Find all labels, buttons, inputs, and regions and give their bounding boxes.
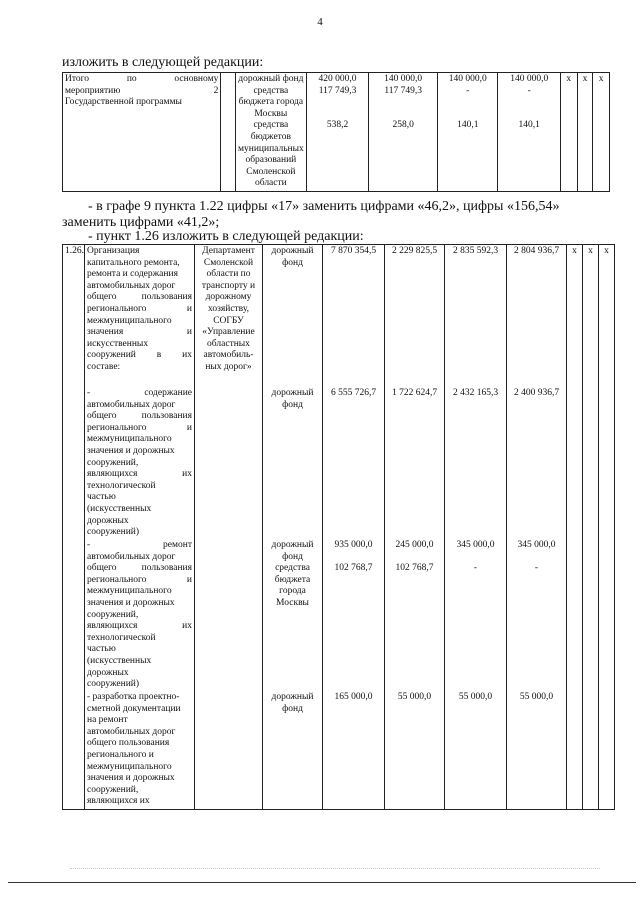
x-mark: x [593,73,610,192]
executor-cell: Департамент Смоленской области по транспорту и дорожному хозяйству, СОГБУ «Управление областных автомобиль- ных дорог» [195,245,263,810]
x-mark: x [583,245,599,810]
total-col-d: 140 000,0 - 140,1 [498,73,561,192]
item-1-26-table [62,244,615,810]
row-design: - разработка проектно- сметной документации на ремонт автомобильных дорог общего пользования регионального и межмуниципального значения и дорожных сооружений, являющихся их [87,692,181,807]
total-col-a: 420 000,0 117 749,3 538,2 [306,73,369,192]
row-repair: - ремонт автомобильных дорог общего пользования регионального и межмуниципального значения и дорожных сооружений, являющихся их технологической частью (искусственных дорожных сооружений) [87,540,192,690]
instruction-1-cont: заменить цифрами «41,2»; [62,215,220,230]
total-col-b: 140 000,0 117 749,3 258,0 [369,73,438,192]
x-mark: x [567,245,583,810]
value-col-2: 2 229 825,5 1 722 624,7 245 000,0 102 768,7 55 000,0 [385,245,445,810]
measures-cell [85,245,195,810]
intro-text: изложить в следующей редакции: [62,55,264,70]
row-organization: Организация капитального ремонта, ремонта и содержания автомобильных дорог общего пользования регионального и межмуниципального значения и искусственных сооружений в их составе: [87,246,192,372]
total-source-cell: дорожный фонд средства бюджета города Москвы средства бюджетов муниципальных образований Смоленской области [235,73,306,192]
value-col-3: 2 835 592,3 2 432 165,3 345 000,0 - 55 000,0 [445,245,507,810]
bottom-rule [8,882,636,883]
x-mark: x [560,73,577,192]
value-col-4: 2 804 936,7 2 400 936,7 345 000,0 - 55 000,0 [507,245,567,810]
page-number: 4 [317,16,323,28]
scan-artifact-line [70,868,600,869]
total-table [62,72,610,192]
total-col-c: 140 000,0 - 140,1 [438,73,498,192]
instruction-1: - в графе 9 пункта 1.22 цифры «17» заменить цифрами «46,2», цифры «156,54» [88,199,560,214]
total-name-cell: Итого по основному мероприятию 2 Государственной программы [63,73,221,192]
instruction-2: - пункт 1.26 изложить в следующей редакции: [88,229,364,244]
total-executor-cell [221,73,236,192]
row-maintenance: - содержание автомобильных дорог общего пользования регионального и межмуниципального значения и дорожных сооружений, являющихся их технологической частью (искусственных дорожных сооружений) [87,388,192,538]
value-col-1: 7 870 354,5 6 555 726,7 935 000,0 102 768,7 165 000,0 [323,245,385,810]
item-number: 1.26. [63,245,85,810]
x-mark: x [599,245,615,810]
x-mark: x [577,73,593,192]
source-cell: дорожный фонд дорожный фонд дорожный фонд средства бюджета города Москвы дорожный фонд [263,245,323,810]
